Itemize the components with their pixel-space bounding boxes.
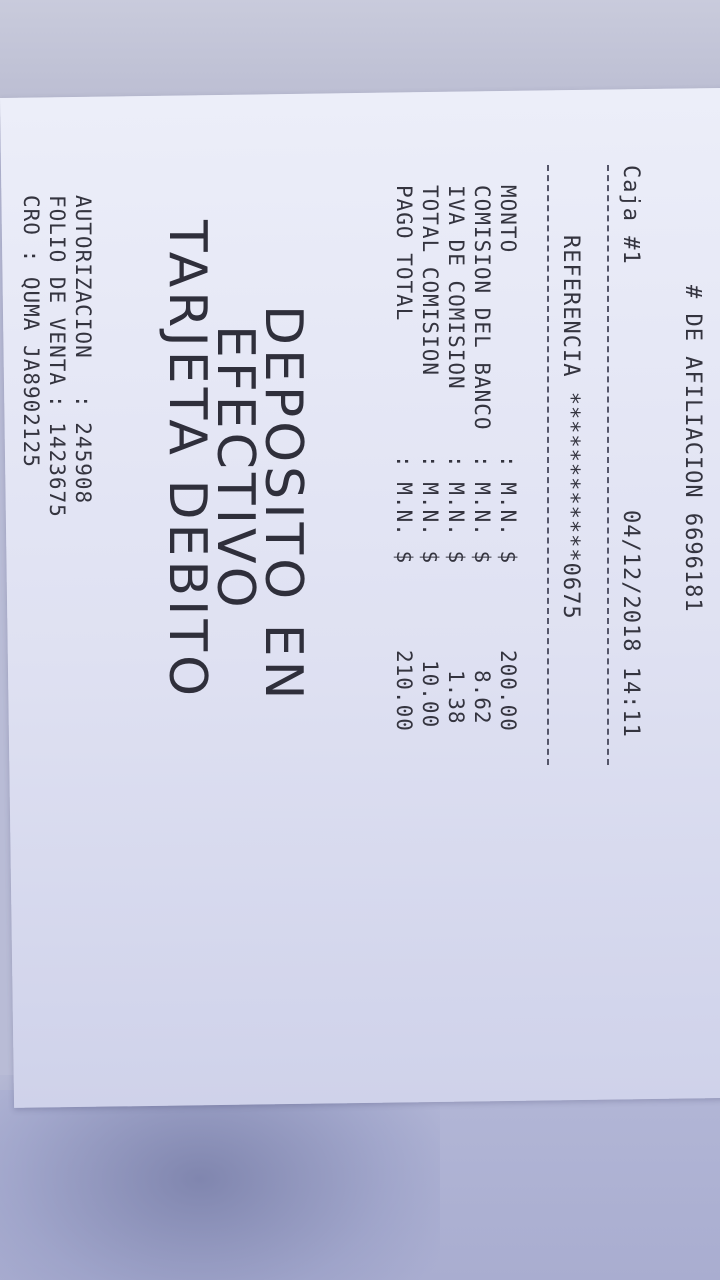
row-amount-iva: 1.38 [444,670,468,725]
dashed-divider-top [607,165,609,765]
row-amount-total-comision: 10.00 [418,660,442,729]
row-amount-pago-total: 210.00 [392,650,416,732]
title-efectivo: EFECTIVO [205,325,265,612]
authorization-label: AUTORIZACION [71,195,95,359]
row-currency-pago-total: : M.N. $ [392,455,416,565]
row-label-comision-banco: COMISION DEL BANCO [470,185,494,431]
date-time: 04/12/2018 14:11 [618,510,643,738]
row-label-total-comision: TOTAL COMISION [418,185,442,377]
row-amount-monto: 200.00 [496,650,520,732]
folio-value: : 1423675 [45,395,69,518]
row-label-monto: MONTO [496,185,520,254]
row-label-iva: IVA DE COMISION [444,185,468,390]
dashed-divider-middle [547,165,549,765]
row-label-pago-total: PAGO TOTAL [392,185,416,322]
row-currency-total-comision: : M.N. $ [418,455,442,565]
partial-cut-line: CRO : QUMA JA8902125 [19,195,43,468]
affiliation-number: # DE AFILIACION 6696181 [680,285,705,613]
register-label: Caja #1 [618,165,643,265]
reference-number: REFERENCIA ************0675 [558,235,583,620]
row-currency-monto: : M.N. $ [496,455,520,565]
row-currency-iva: : M.N. $ [444,455,468,565]
authorization-value: : 245908 [71,395,95,505]
receipt-text [5,150,705,850]
row-currency-comision-banco: : M.N. $ [470,455,494,565]
folio-label: FOLIO DE VENTA [45,195,69,387]
title-deposito-en: DEPOSITO EN [253,305,313,704]
row-amount-comision-banco: 8.62 [470,670,494,725]
title-tarjeta-debito: TARJETA DEBITO [157,220,217,701]
